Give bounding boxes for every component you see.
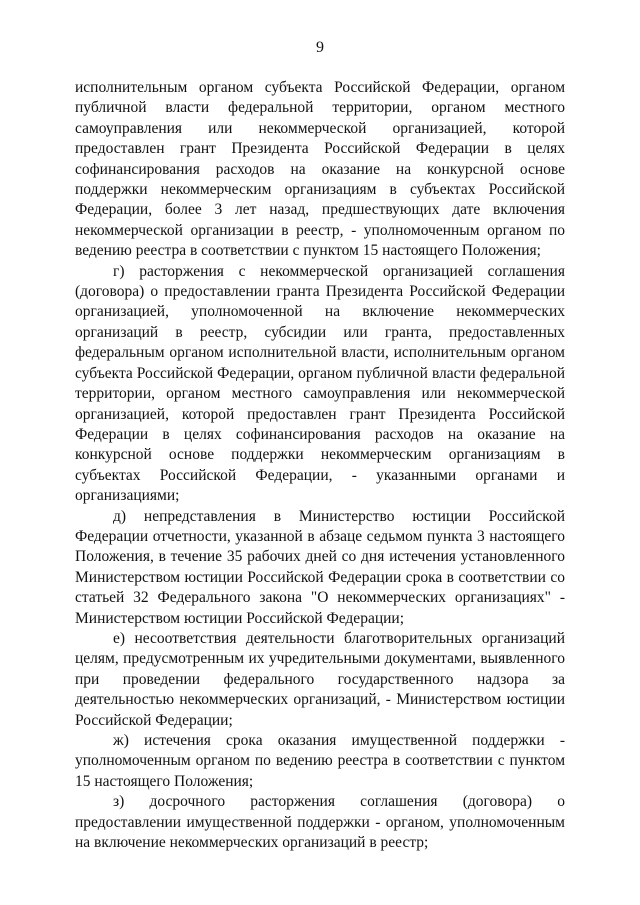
paragraph-item-d: д) непредставления в Министерство юстиции Российской Федерации отчетности, указанной в абзаце седьмом пункта 3 настоящего Положения, в течение 35 рабочих дней со дня истечения установленного Министерством юстиции Российской Федерации срока в соответствии со статьей 32 Федерального закона "О некоммерческих организациях" - Министерством юстиции Российской Федерации; [75, 507, 565, 627]
page-number: 9 [316, 39, 324, 56]
paragraph-item-z: з) досрочного расторжения соглашения (договора) о предоставлении имущественной поддержки - органом, уполномоченным на включение некоммерческих организаций в реестр; [75, 793, 565, 852]
paragraph-continuation: исполнительным органом субъекта Российской Федерации, органом публичной власти федеральной территории, органом местного самоуправления или некоммерческой организацией, которой предоставлен грант Президента Российской Федерации в целях софинансирования расходов на оказание на конкурсной основе поддержки некоммерческим организациям в субъектах Российской Федерации, более 3 лет назад, предшествующих дате включения некоммерческой организации в реестр, - уполномоченным органом по ведению реестра в соответствии с пунктом 15 настоящего Положения; [75, 79, 565, 260]
paragraph-item-g: г) расторжения с некоммерческой организацией соглашения (договора) о предоставлении гранта Президента Российской Федерации организацией, уполномоченной на включение некоммерческих организаций в реестр, субсидии или гранта, предоставленных федеральным органом исполнительной власти, исполнительным органом субъекта Российской Федерации, органом публичной власти федеральной территории, органом местного самоуправления или некоммерческой организацией, которой предоставлен грант Президента Российской Федерации в целях софинансирования расходов на оказание на конкурсной основе поддержки некоммерческим организациям в субъектах Российской Федерации, - указанными органами и организациями; [75, 262, 565, 505]
document-body [75, 78, 565, 853]
paragraph-item-zh: ж) истечения срока оказания имущественной поддержки - уполномоченным органом по ведению реестра в соответствии с пунктом 15 настоящего Положения; [75, 732, 565, 790]
paragraph-item-e: е) несоответствия деятельности благотворительных организаций целям, предусмотренным их учредительными документами, выявленного при проведении федерального государственного надзора за деятельностью некоммерческих организаций, - Министерством юстиции Российской Федерации; [75, 629, 565, 729]
